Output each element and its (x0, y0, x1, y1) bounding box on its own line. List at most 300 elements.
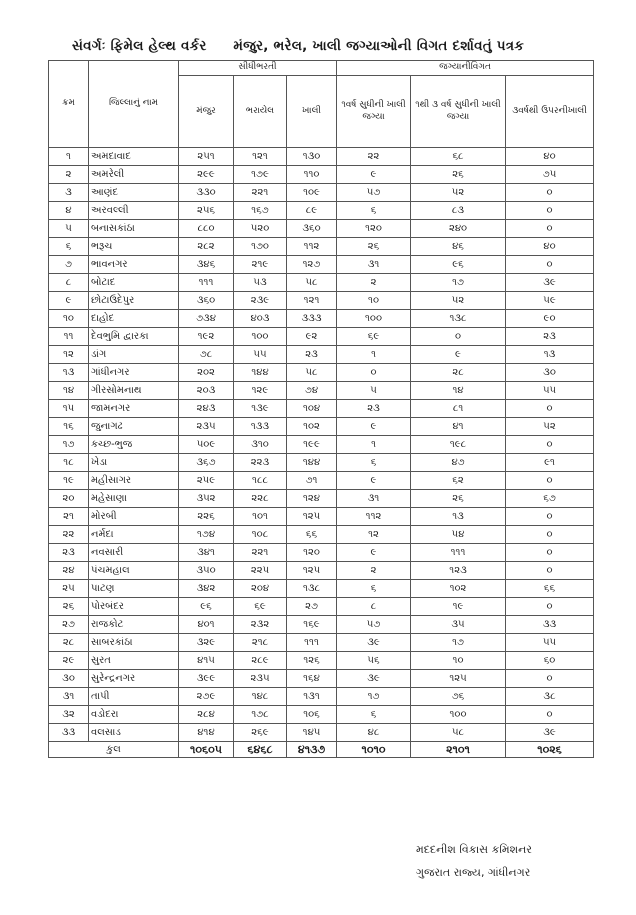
filled-cell: ૧૦૮ (234, 526, 287, 544)
vacant-one-year-cell: ૪૮ (337, 724, 411, 742)
vacant-over-three-cell: ૫૨ (506, 418, 594, 436)
vacant-one-year-cell: ૧૨૦ (337, 220, 411, 238)
vacant-one-three-cell: ૫૪ (411, 526, 506, 544)
table-row (49, 328, 594, 346)
vacant-cell: ૬૬ (287, 526, 337, 544)
vacant-one-three-cell: ૧૩૮ (411, 310, 506, 328)
district-cell: મોરબી (89, 508, 179, 526)
sanctioned-cell: ૨૫૯ (179, 472, 234, 490)
sanctioned-cell: ૨૦૨ (179, 364, 234, 382)
district-cell: વડોદરા (89, 706, 179, 724)
sanctioned-cell: ૨૯૯ (179, 166, 234, 184)
serial-cell: ૧૨ (49, 346, 89, 364)
vacant-over-three-cell: ૪૦ (506, 238, 594, 256)
sanctioned-cell: ૪૦૧ (179, 616, 234, 634)
serial-cell: ૨૬ (49, 598, 89, 616)
vacant-over-three-cell: ૦ (506, 220, 594, 238)
serial-cell: ૨૯ (49, 652, 89, 670)
vacant-over-three-cell: ૩૮ (506, 688, 594, 706)
vacant-one-three-cell: ૯૬ (411, 256, 506, 274)
vacant-cell: ૧૦૨ (287, 418, 337, 436)
district-cell: જામનગર (89, 400, 179, 418)
sanctioned-cell: ૩૬૭ (179, 454, 234, 472)
vacant-one-year-cell: ૨૨ (337, 148, 411, 166)
vacant-one-year-cell: ૧૨ (337, 526, 411, 544)
district-cell: અરવલ્લી (89, 202, 179, 220)
district-cell: આણંદ (89, 184, 179, 202)
vacant-one-three-cell: ૮૧ (411, 400, 506, 418)
table-row (49, 346, 594, 364)
vacant-cell: ૧૧૧ (287, 634, 337, 652)
vacant-one-year-cell: ૬ (337, 706, 411, 724)
vacant-one-three-cell: ૧૪ (411, 382, 506, 400)
serial-cell: ૯ (49, 292, 89, 310)
vacant-cell: ૧૨૫ (287, 562, 337, 580)
sanctioned-cell: ૩૩૦ (179, 184, 234, 202)
table-row (49, 724, 594, 742)
sanctioned-cell: ૭૩૪ (179, 310, 234, 328)
serial-cell: ૨૧ (49, 508, 89, 526)
filled-cell: ૧૮૮ (234, 472, 287, 490)
vacant-one-year-cell: ૯ (337, 418, 411, 436)
table-row (49, 310, 594, 328)
direct-recruitment-header: સીધીભરતી (179, 61, 337, 76)
vacant-one-three-cell: ૧૨૩ (411, 562, 506, 580)
filled-cell: ૨૨૫ (234, 562, 287, 580)
vacant-one-three-cell: ૨૮ (411, 364, 506, 382)
vacant-over-three-cell: ૦ (506, 202, 594, 220)
vacant-one-three-cell: ૧૯૮ (411, 436, 506, 454)
sanctioned-cell: ૧૭૪ (179, 526, 234, 544)
vacant-cell: ૧૩૧ (287, 688, 337, 706)
filled-cell: ૨૩૯ (234, 292, 287, 310)
serial-cell: ૧૪ (49, 382, 89, 400)
filled-cell: ૨૨૧ (234, 184, 287, 202)
sanctioned-cell: ૨૦૩ (179, 382, 234, 400)
table-row (49, 364, 594, 382)
filled-cell: ૨૬૯ (234, 724, 287, 742)
vacant-one-three-cell: ૪૭ (411, 454, 506, 472)
vacant-cell: ૧૨૫ (287, 508, 337, 526)
vacant-cell: ૧૨૬ (287, 652, 337, 670)
serial-cell: ૭ (49, 256, 89, 274)
filled-cell: ૫૩ (234, 274, 287, 292)
vacant-one-three-cell: ૦ (411, 328, 506, 346)
filled-cell: ૧૪૮ (234, 688, 287, 706)
vacant-one-three-cell: ૧૦ (411, 652, 506, 670)
vacant-one-year-cell: ૧ (337, 436, 411, 454)
vacant-cell: ૫૮ (287, 274, 337, 292)
vacant-one-year-cell: ૬૯ (337, 328, 411, 346)
district-cell: અમદાવાદ (89, 148, 179, 166)
vacant-over-three-cell: ૬૭ (506, 490, 594, 508)
vacant-cell: ૩૩૩ (287, 310, 337, 328)
sanctioned-cell: ૪૧૪ (179, 724, 234, 742)
sanctioned-cell: ૩૫૦ (179, 562, 234, 580)
vacant-one-three-cell: ૪૧ (411, 418, 506, 436)
table-row (49, 598, 594, 616)
district-cell: કચ્છ-ભુજ (89, 436, 179, 454)
vacant-one-three-cell: ૫૮ (411, 724, 506, 742)
sanctioned-cell: ૨૭૯ (179, 688, 234, 706)
vacancy-table (48, 60, 594, 758)
vacant-cell: ૧૩૮ (287, 580, 337, 598)
filled-cell: ૧૩૯ (234, 400, 287, 418)
vacant-one-year-cell: ૩૧ (337, 490, 411, 508)
vacant-over-three-header: ૩વર્ષથી ઉપરનીખાલી (506, 76, 594, 148)
sanctioned-cell: ૩૪૬ (179, 256, 234, 274)
district-header: જિલ્લાનું નામ (89, 61, 179, 148)
vacant-cell: ૧૯૯ (287, 436, 337, 454)
vacant-one-year-cell: ૬ (337, 202, 411, 220)
vacant-over-three-cell: ૭૫ (506, 166, 594, 184)
table-row (49, 202, 594, 220)
sanctioned-cell: ૨૮૨ (179, 238, 234, 256)
filled-cell: ૪૦૩ (234, 310, 287, 328)
vacant-one-year-cell: ૫૭ (337, 184, 411, 202)
district-cell: નવસારી (89, 544, 179, 562)
sanctioned-cell: ૨૮૪ (179, 706, 234, 724)
serial-cell: ૬ (49, 238, 89, 256)
vacant-one-year-cell: ૯ (337, 472, 411, 490)
vacant-header: ખાલી (287, 76, 337, 148)
vacant-cell: ૮૯ (287, 202, 337, 220)
vacant-over-three-cell: ૩૯ (506, 724, 594, 742)
district-cell: ખેડા (89, 454, 179, 472)
vacant-one-three-cell: ૧૨૫ (411, 670, 506, 688)
vacant-one-three-cell: ૧૧૧ (411, 544, 506, 562)
serial-cell: ૧૩ (49, 364, 89, 382)
vacant-one-year-cell: ૬ (337, 580, 411, 598)
serial-cell: ૩ (49, 184, 89, 202)
vacant-one-year-cell: ૩૯ (337, 670, 411, 688)
total-vacant-over-three: ૧૦૨૬ (506, 742, 594, 758)
vacant-cell: ૧૨૧ (287, 292, 337, 310)
filled-cell: ૧૩૩ (234, 418, 287, 436)
table-row (49, 508, 594, 526)
table-row (49, 670, 594, 688)
vacant-cell: ૭૧ (287, 472, 337, 490)
sanctioned-cell: ૨૨૬ (179, 508, 234, 526)
vacant-over-three-cell: ૦ (506, 400, 594, 418)
sanctioned-cell: ૪૧૫ (179, 652, 234, 670)
serial-cell: ૧૬ (49, 418, 89, 436)
vacant-one-year-cell: ૨૩ (337, 400, 411, 418)
vacant-over-three-cell: ૬૦ (506, 652, 594, 670)
vacant-cell: ૧૩૦ (287, 148, 337, 166)
vacant-over-three-cell: ૩૯ (506, 274, 594, 292)
vacant-one-three-header: ૧થી ૩ વર્ષ સુધીની ખાલી જગ્યા (411, 76, 506, 148)
vacant-over-three-cell: ૦ (506, 544, 594, 562)
vacant-over-three-cell: ૯૦ (506, 310, 594, 328)
serial-cell: ૧૭ (49, 436, 89, 454)
district-cell: ભાવનગર (89, 256, 179, 274)
serial-cell: ૨૨ (49, 526, 89, 544)
vacant-over-three-cell: ૬૬ (506, 580, 594, 598)
sanctioned-cell: ૭૮ (179, 346, 234, 364)
serial-cell: ૧ (49, 148, 89, 166)
serial-cell: ૨૭ (49, 616, 89, 634)
serial-cell: ૩૦ (49, 670, 89, 688)
vacant-one-three-cell: ૧૯ (411, 598, 506, 616)
filled-cell: ૨૦૪ (234, 580, 287, 598)
table-row (49, 292, 594, 310)
vacant-over-three-cell: ૩૩ (506, 616, 594, 634)
table-body (49, 148, 594, 742)
district-cell: સાબરકાંઠા (89, 634, 179, 652)
vacant-over-three-cell: ૧૩ (506, 346, 594, 364)
table-row (49, 634, 594, 652)
filled-cell: ૨૨૮ (234, 490, 287, 508)
vacant-one-year-cell: ૨૬ (337, 238, 411, 256)
vacant-one-three-cell: ૧૭ (411, 634, 506, 652)
serial-cell: ૧૧ (49, 328, 89, 346)
vacant-cell: ૨૭ (287, 598, 337, 616)
vacant-one-three-cell: ૨૬ (411, 166, 506, 184)
sanctioned-cell: ૩૬૦ (179, 292, 234, 310)
sanctioned-cell: ૫૦૯ (179, 436, 234, 454)
vacant-one-three-cell: ૫૨ (411, 292, 506, 310)
table-row (49, 616, 594, 634)
vacant-one-three-cell: ૫૨ (411, 184, 506, 202)
filled-cell: ૧૬૭ (234, 202, 287, 220)
vacant-cell: ૫૮ (287, 364, 337, 382)
signatory-office: ગુજરાત રાજ્ય, ગાંધીનગર (416, 866, 531, 879)
vacant-over-three-cell: ૦ (506, 472, 594, 490)
table-row (49, 400, 594, 418)
vacant-cell: ૧૦૬ (287, 706, 337, 724)
vacant-one-year-cell: ૮ (337, 598, 411, 616)
vacant-cell: ૯૨ (287, 328, 337, 346)
vacant-one-year-header: ૧વર્ષ સુધીની ખાલી જગ્યા (337, 76, 411, 148)
filled-cell: ૧૨૯ (234, 382, 287, 400)
vacant-over-three-cell: ૦ (506, 436, 594, 454)
sanctioned-cell: ૨૫૬ (179, 202, 234, 220)
district-cell: ગીરસોમનાથ (89, 382, 179, 400)
vacant-one-three-cell: ૧૩ (411, 508, 506, 526)
serial-cell: ૩૩ (49, 724, 89, 742)
vacant-one-year-cell: ૧૧૨ (337, 508, 411, 526)
serial-cell: ૨૩ (49, 544, 89, 562)
total-sanctioned: ૧૦૬૦૫ (179, 742, 234, 758)
serial-cell: ૨૫ (49, 580, 89, 598)
table-row (49, 580, 594, 598)
table-row (49, 562, 594, 580)
serial-cell: ૮ (49, 274, 89, 292)
vacant-one-year-cell: ૧૦૦ (337, 310, 411, 328)
total-filled: ૬૪૬૮ (234, 742, 287, 758)
vacant-over-three-cell: ૫૫ (506, 382, 594, 400)
filled-cell: ૧૪૪ (234, 364, 287, 382)
serial-cell: ૨ (49, 166, 89, 184)
district-cell: અમરેલી (89, 166, 179, 184)
serial-cell: ૧૮ (49, 454, 89, 472)
total-label: કુલ (49, 742, 179, 758)
vacant-one-year-cell: ૨ (337, 274, 411, 292)
vacant-cell: ૧૬૯ (287, 616, 337, 634)
vacant-over-three-cell: ૦ (506, 670, 594, 688)
vacant-one-three-cell: ૬૨ (411, 472, 506, 490)
vacant-cell: ૧૧૦ (287, 166, 337, 184)
vacant-cell: ૩૬૦ (287, 220, 337, 238)
table-row (49, 688, 594, 706)
serial-cell: ૧૦ (49, 310, 89, 328)
vacant-over-three-cell: ૦ (506, 256, 594, 274)
vacant-over-three-cell: ૫૫ (506, 634, 594, 652)
vacant-one-year-cell: ૬ (337, 454, 411, 472)
vacant-one-three-cell: ૯ (411, 346, 506, 364)
filled-cell: ૨૧૯ (234, 256, 287, 274)
vacant-cell: ૧૨૦ (287, 544, 337, 562)
vacant-cell: ૧૬૪ (287, 670, 337, 688)
vacant-one-year-cell: ૨ (337, 562, 411, 580)
vacant-one-three-cell: ૮૩ (411, 202, 506, 220)
signature-block (416, 838, 532, 884)
sanctioned-cell: ૨૩૫ (179, 418, 234, 436)
sanctioned-cell: ૩૨૯ (179, 634, 234, 652)
table-row (49, 382, 594, 400)
serial-cell: ૫ (49, 220, 89, 238)
vacant-one-year-cell: ૯ (337, 544, 411, 562)
district-cell: રાજકોટ (89, 616, 179, 634)
sanctioned-cell: ૯૬ (179, 598, 234, 616)
total-vacant-one-year: ૧૦૧૦ (337, 742, 411, 758)
filled-cell: ૧૭૦ (234, 238, 287, 256)
vacant-cell: ૧૪૫ (287, 724, 337, 742)
vacant-one-three-cell: ૪૬ (411, 238, 506, 256)
serial-cell: ૪ (49, 202, 89, 220)
vacant-one-year-cell: ૧૭ (337, 688, 411, 706)
document-title (72, 38, 612, 54)
serial-cell: ૧૯ (49, 472, 89, 490)
vacant-one-year-cell: ૧ (337, 346, 411, 364)
serial-header: ક્રમ (49, 61, 89, 148)
vacant-cell: ૧૨૪ (287, 490, 337, 508)
vacant-one-three-cell: ૩૫ (411, 616, 506, 634)
vacant-over-three-cell: ૯૧ (506, 454, 594, 472)
vacant-cell: ૧૨૭ (287, 256, 337, 274)
vacant-one-year-cell: ૫૬ (337, 652, 411, 670)
vacancy-details-header: જગ્યાનીવિગત (337, 61, 594, 76)
table-row (49, 436, 594, 454)
vacant-cell: ૧૦૯ (287, 184, 337, 202)
serial-cell: ૧૫ (49, 400, 89, 418)
serial-cell: ૨૦ (49, 490, 89, 508)
sanctioned-cell: ૧૯૨ (179, 328, 234, 346)
district-cell: દેવભુમિ દ્વારકા (89, 328, 179, 346)
vacant-over-three-cell: ૦ (506, 598, 594, 616)
district-cell: દાહોદ (89, 310, 179, 328)
vacant-over-three-cell: ૦ (506, 508, 594, 526)
sanctioned-cell: ૩૯૯ (179, 670, 234, 688)
table-row (49, 220, 594, 238)
vacant-cell: ૧૦૪ (287, 400, 337, 418)
vacant-cell: ૧૪૪ (287, 454, 337, 472)
vacant-one-year-cell: ૩૯ (337, 634, 411, 652)
table-row (49, 184, 594, 202)
filled-cell: ૨૧૮ (234, 634, 287, 652)
cadre-label: સંવર્ગઃ ફિમેલ હેલ્થ વર્કર (72, 38, 207, 54)
table-row (49, 238, 594, 256)
district-cell: ભરૂચ (89, 238, 179, 256)
vacant-cell: ૧૧૨ (287, 238, 337, 256)
district-cell: સુરત (89, 652, 179, 670)
vacant-over-three-cell: ૩૦ (506, 364, 594, 382)
vacant-cell: ૨૩ (287, 346, 337, 364)
vacant-one-year-cell: ૩૧ (337, 256, 411, 274)
table-row (49, 256, 594, 274)
district-cell: બનાસકાંઠા (89, 220, 179, 238)
filled-cell: ૨૩૫ (234, 670, 287, 688)
district-cell: પોરબંદર (89, 598, 179, 616)
vacant-one-year-cell: ૫૭ (337, 616, 411, 634)
vacant-one-year-cell: ૯ (337, 166, 411, 184)
district-cell: ડાંગ (89, 346, 179, 364)
document-heading: મંજુર, ભરેલ, ખાલી જગ્યાઓની વિગત દર્શાવતું પત્રક (233, 38, 524, 54)
filled-cell: ૫૫ (234, 346, 287, 364)
vacant-over-three-cell: ૦ (506, 562, 594, 580)
total-row (49, 742, 594, 758)
table-row (49, 544, 594, 562)
sanctioned-cell: ૨૫૧ (179, 148, 234, 166)
vacant-over-three-cell: ૨૩ (506, 328, 594, 346)
table-row (49, 652, 594, 670)
filled-cell: ૨૮૯ (234, 652, 287, 670)
serial-cell: ૨૪ (49, 562, 89, 580)
district-cell: મહેસાણા (89, 490, 179, 508)
vacant-one-year-cell: ૦ (337, 364, 411, 382)
table-row (49, 706, 594, 724)
vacant-over-three-cell: ૪૦ (506, 148, 594, 166)
vacant-one-three-cell: ૬૮ (411, 148, 506, 166)
table-row (49, 526, 594, 544)
serial-cell: ૩૨ (49, 706, 89, 724)
table-row (49, 454, 594, 472)
filled-cell: ૧૦૧ (234, 508, 287, 526)
filled-cell: ૧૭૮ (234, 706, 287, 724)
vacant-over-three-cell: ૦ (506, 706, 594, 724)
vacant-one-three-cell: ૧૦૨ (411, 580, 506, 598)
vacant-one-three-cell: ૭૬ (411, 688, 506, 706)
table-row (49, 274, 594, 292)
district-cell: પાટણ (89, 580, 179, 598)
vacant-over-three-cell: ૫૯ (506, 292, 594, 310)
signatory-designation: મદદનીશ વિકાસ કમિશનર (416, 843, 532, 856)
filled-cell: ૨૩૨ (234, 616, 287, 634)
district-cell: છોટાઉદેપુર (89, 292, 179, 310)
vacant-one-three-cell: ૧૭ (411, 274, 506, 292)
table-row (49, 166, 594, 184)
district-cell: સુરેન્દ્રનગર (89, 670, 179, 688)
district-cell: પંચમહાલ (89, 562, 179, 580)
district-cell: ગાંધીનગર (89, 364, 179, 382)
sanctioned-cell: ૩૪૨ (179, 580, 234, 598)
district-cell: જુનાગઢ (89, 418, 179, 436)
vacant-over-three-cell: ૦ (506, 526, 594, 544)
vacant-over-three-cell: ૦ (506, 184, 594, 202)
filled-cell: ૧૦૦ (234, 328, 287, 346)
vacant-one-three-cell: ૧૦૦ (411, 706, 506, 724)
filled-cell: ૬૯ (234, 598, 287, 616)
vacant-one-three-cell: ૨૪૦ (411, 220, 506, 238)
sanctioned-cell: ૩૫૨ (179, 490, 234, 508)
serial-cell: ૨૮ (49, 634, 89, 652)
district-cell: નર્મદા (89, 526, 179, 544)
filled-cell: ૩૧૦ (234, 436, 287, 454)
serial-cell: ૩૧ (49, 688, 89, 706)
sanctioned-cell: ૮૮૦ (179, 220, 234, 238)
total-vacant-one-three: ૨૧૦૧ (411, 742, 506, 758)
